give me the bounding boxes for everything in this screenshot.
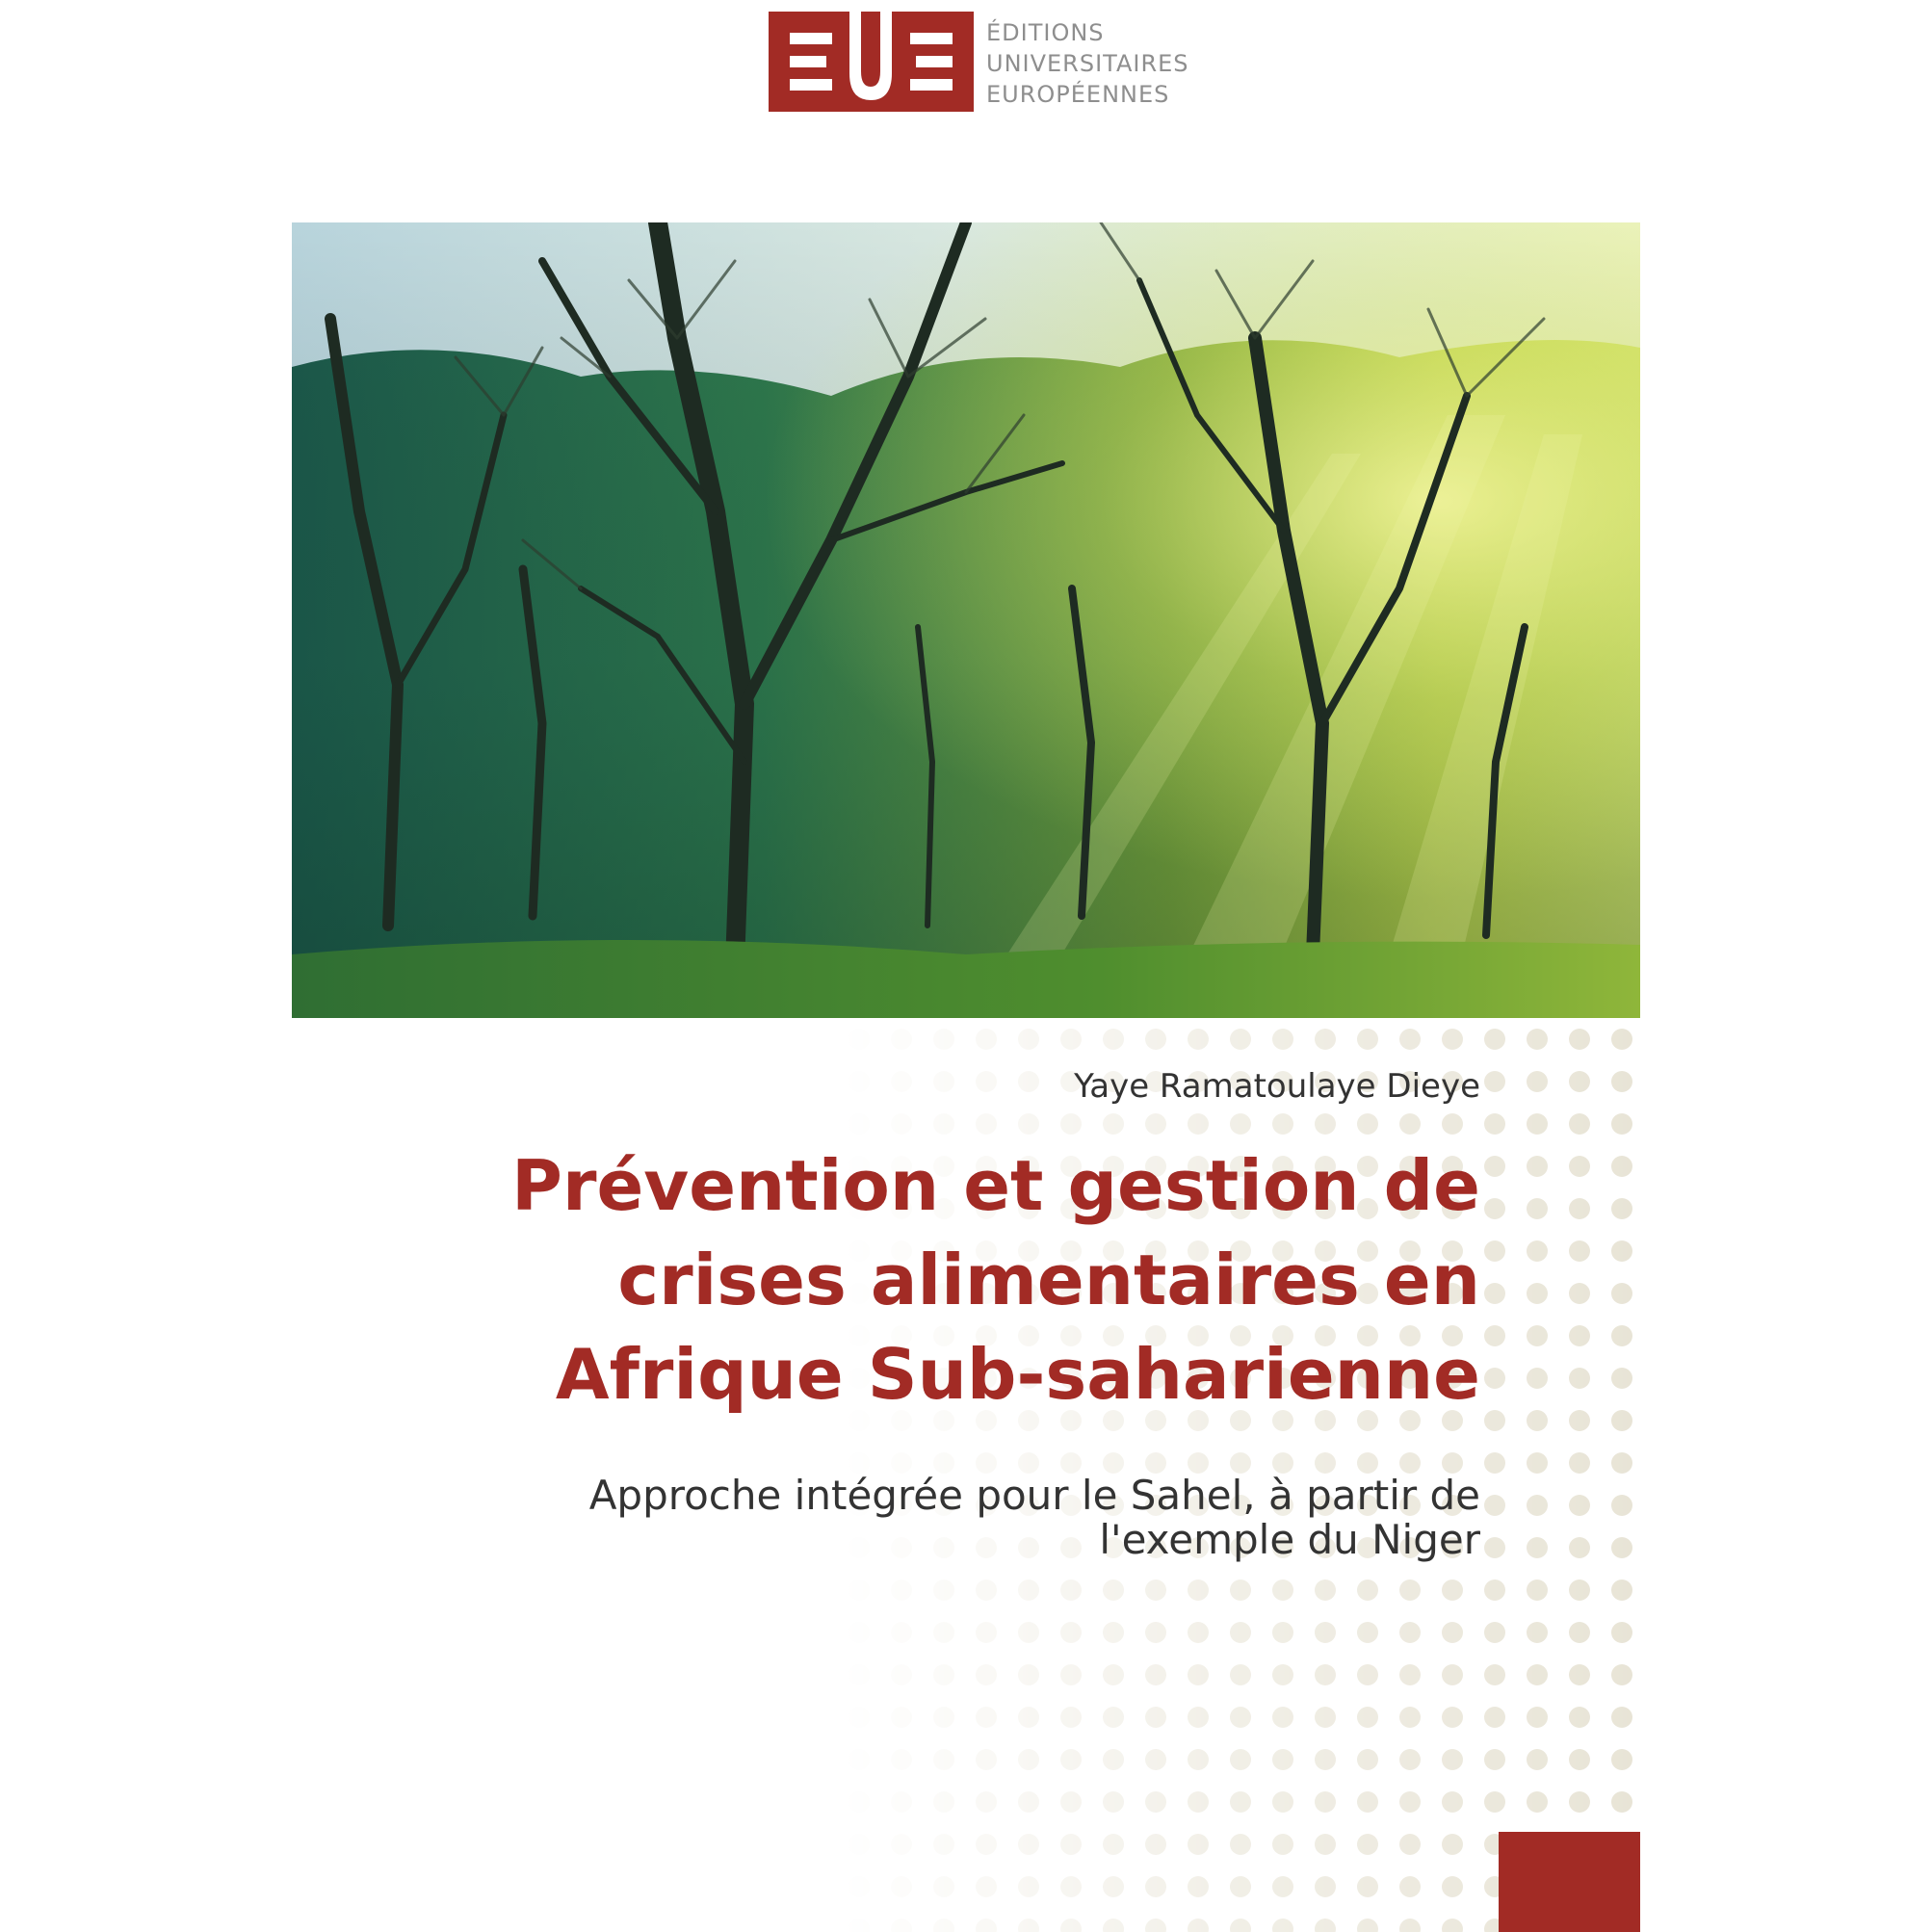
publisher-name-line-1: ÉDITIONS	[986, 19, 1105, 46]
eue-logo-icon	[769, 12, 974, 112]
book-title	[421, 1138, 1480, 1422]
subtitle-line-2: l'exemple du Niger	[1099, 1516, 1480, 1563]
publisher-name	[986, 17, 1189, 110]
publisher-name-line-2: UNIVERSITAIRES	[986, 50, 1189, 77]
misty-forest-photo-icon	[292, 222, 1640, 1018]
publisher-name-line-3: EUROPÉENNES	[986, 81, 1170, 108]
title-line-2: crises alimentaires en	[617, 1240, 1480, 1320]
title-line-1: Prévention et gestion de	[511, 1145, 1480, 1226]
publisher-logo	[769, 12, 1189, 114]
title-line-3: Afrique Sub-saharienne	[555, 1334, 1480, 1415]
subtitle-line-1: Approche intégrée pour le Sahel, à partir de	[588, 1472, 1480, 1519]
accent-corner-block	[1499, 1832, 1640, 1932]
book-subtitle	[421, 1474, 1480, 1562]
cover-photo	[292, 222, 1640, 1018]
author-name: Yaye Ramatoulaye Dieye	[1074, 1067, 1480, 1106]
